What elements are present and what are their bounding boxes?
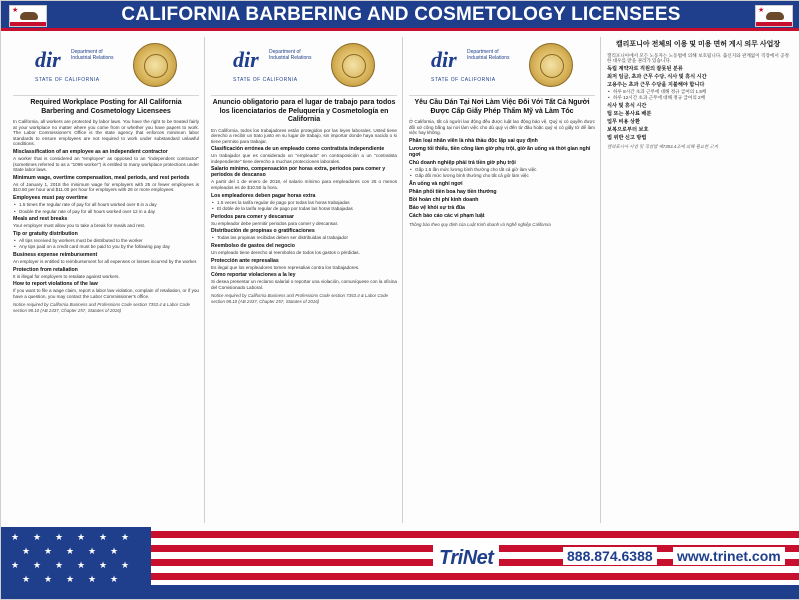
phone-number: 888.874.6388 bbox=[563, 547, 657, 565]
section-title: 식사 및 휴식 시간 bbox=[607, 102, 647, 109]
column-heading: Anuncio obligatorio para el lugar de trabajo para todos los licenciatarios de Peluquería y Cosmetología en California bbox=[212, 99, 396, 123]
column-divider bbox=[600, 37, 601, 523]
section-title: Meals and rest breaks bbox=[13, 216, 68, 223]
dir-mark: dir bbox=[35, 47, 61, 72]
dir-mark: dir bbox=[431, 47, 457, 72]
list-item: • Gấp 1.5 lần mức lương bình thường cho tất cả giờ làm việc bbox=[415, 167, 595, 173]
section-title: How to report violations of the law bbox=[13, 281, 98, 288]
list-item: • Gấp đôi mức lương bình thường cho tất cả giờ làm việc bbox=[415, 173, 595, 179]
california-seal-icon bbox=[133, 43, 177, 87]
section-text: Si desea presentar un reclamo salarial o reportar una violación, comuníquese con la oficina del Comisionado Laboral. bbox=[211, 279, 397, 290]
list-item: • 하루 12시간 초과 근무에 대해 정규 급여의 2배 bbox=[613, 95, 789, 101]
poster-header bbox=[1, 1, 800, 31]
section-title: Phân phối tiền boa hay tiền thưởng bbox=[409, 188, 497, 195]
section-title: Protección ante represalias bbox=[211, 257, 279, 264]
vietnamese-column bbox=[405, 37, 599, 525]
section-text: As of January 1, 2018 the minimum wage for employers with 25 or fewer employees is $10.50 per hour and $11.00 per hour for employers with 26 or more employees. bbox=[13, 181, 199, 193]
section-title: Chủ doanh nghiệp phải trả tiền giờ phụ trội bbox=[409, 159, 516, 166]
legal-note: Thông báo theo quy định của Luật Kinh doanh và Nghề nghiệp California bbox=[409, 221, 551, 227]
section-text: A partir del 1 de enero de 2018, el salario mínimo para empleadores con 25 o menos empleados es de $10.50 la hora. bbox=[211, 179, 397, 191]
column-divider bbox=[402, 37, 403, 523]
section-title: 팁 또는 봉사료 배분 bbox=[607, 110, 652, 117]
intro-paragraph: In California, all workers are protected by labor laws. You have the right to be treated fairly at your workplace no matter where you come from or whether you have papers to work. The Labor Commissioner's Office is the state agency that enforces minimum labor standards to ensure employees are not required to work under substandard unlawful conditions. bbox=[13, 119, 199, 147]
korean-column bbox=[603, 37, 793, 525]
poster-footer bbox=[1, 527, 800, 600]
list-item: • All tips received by workers must be distributed to the worker bbox=[19, 238, 199, 244]
dir-state-label: STATE OF CALIFORNIA bbox=[35, 77, 100, 83]
poster-title: CALIFORNIA BARBERING AND COSMETOLOGY LICENSEES bbox=[121, 4, 681, 25]
legal-note: Notice required by California Business and Professions Code section 7353.4 & Labor Code section 98.10 (AB 2437, Chapter 257, Statutes of 2016) bbox=[13, 302, 190, 313]
column-heading: 캘리포니아 전체의 이용 및 미용 면허 게시 의무 사업장 bbox=[615, 41, 781, 48]
intro-paragraph: En California, todos los trabajadores están protegidos por las leyes laborales. Usted tiene derecho a recibir un trato justo en su lugar de trabajo, sin importar donde haya nacido o si tiene permiso para trabajar. bbox=[211, 127, 397, 144]
section-text: If you want to file a wage claim, report a labor law violation, complain of retaliation, or if you have a question, you may contact the Labor Commissioner's office. bbox=[13, 288, 199, 299]
brand-name: TriNet bbox=[439, 546, 494, 569]
dir-logo bbox=[431, 47, 517, 85]
dir-mark: dir bbox=[233, 47, 259, 72]
list-item: • El doble de la tarifa regular de pago por todas las horas trabajadas bbox=[217, 206, 397, 212]
star-field: ★ ★ ★ ★ ★ ★ ★ ★ ★ ★ ★ ★ ★ ★ ★ ★ ★ ★ ★ ★ ★ ★ bbox=[1, 527, 151, 600]
logo-row bbox=[13, 37, 199, 96]
section-title: Periodos para comer y descansar bbox=[211, 213, 295, 220]
section-title: Reembolso de gastos del negocio bbox=[211, 243, 295, 250]
list-item: • 하루 8시간 초과 근무에 대해 정규 급여의 1.5배 bbox=[613, 89, 789, 95]
intro-paragraph: 캘리포니아에서 모든 노동자는 노동법에 의해 보호됩니다. 출신지와 관계없이 직장에서 공정한 대우를 받을 권리가 있습니다. bbox=[607, 52, 789, 64]
website-link[interactable]: www.trinet.com bbox=[673, 547, 785, 565]
section-text: An employer is entitled to reimbursement for all expenses or losses incurred by the worker. bbox=[13, 258, 198, 264]
section-title: Cómo reportar violaciones a la ley bbox=[211, 272, 296, 279]
section-text: Un trabajador que es considerado un "empleado" en contraposición a un "contratista independiente" tiene derecho a muchas protecciones laborales. bbox=[211, 153, 397, 164]
california-flag-icon: ★ bbox=[755, 5, 793, 27]
section-title: 최저 임금, 초과 근무 수당, 식사 및 휴식 시간 bbox=[607, 73, 707, 80]
footer-bar bbox=[1, 585, 800, 600]
section-title: 업무 비용 상환 bbox=[607, 118, 640, 125]
legal-note: 캘리포니아 사업 및 직업법 제7353.4조에 의해 필요한 고지 bbox=[607, 143, 719, 149]
dir-logo bbox=[35, 47, 121, 85]
section-text: Un empleado tiene derecho al reembolso de todos los gastos o pérdidas. bbox=[211, 250, 360, 256]
section-title: Cách báo cáo các vi phạm luật bbox=[409, 212, 485, 219]
english-column bbox=[9, 37, 203, 525]
intro-paragraph: Ở California, tất cả người lao động đều được luật lao động bảo vệ. Quý vị có quyền được đối xử công bằng tại nơi làm việc cho dù quý vị đến từ đâu hoặc quý vị có giấy tờ để làm việc hay không. bbox=[409, 119, 595, 136]
dir-department-name: Department of Industrial Relations bbox=[467, 49, 510, 61]
dir-state-label: STATE OF CALIFORNIA bbox=[233, 77, 298, 83]
section-text: It is illegal for employers to retaliate against workers. bbox=[13, 273, 120, 279]
section-title: Ăn uống và nghỉ ngơi bbox=[409, 180, 463, 187]
section-text: Your employer must allow you to take a break for meals and rest. bbox=[13, 223, 146, 229]
section-title: Lương tối thiểu, tiền công làm giờ phụ trội, giờ ăn uống và thời gian nghỉ ngơi bbox=[409, 145, 591, 158]
section-title: 법 위반 신고 방법 bbox=[607, 134, 647, 141]
column-heading: Required Workplace Posting for All California Barbering and Cosmetology Licensees bbox=[30, 99, 182, 115]
column-heading: Yêu Cầu Dán Tại Nơi Làm Việc Đối Với Tất Cả Người Được Cấp Giấy Phép Thẩm Mỹ và Làm Tóc bbox=[414, 99, 590, 115]
section-title: Bồi hoàn chi phí kinh doanh bbox=[409, 196, 479, 203]
dir-department-name: Department of Industrial Relations bbox=[71, 49, 114, 61]
trinet-logo bbox=[433, 545, 499, 571]
dir-department-name: Department of Industrial Relations bbox=[269, 49, 312, 61]
list-item: • 1.5 times the regular rate of pay for all hours worked over 8 in a day bbox=[19, 202, 199, 208]
section-title: Salario mínimo, compensación por horas extra, periodos para comer y periodos de descanso bbox=[211, 166, 386, 179]
legal-note: Notice required by California Business and Professions Code section 7353.4 & Labor Code section 98.10 (AB 2437, Chapter 257, Statutes of 2016) bbox=[211, 293, 388, 304]
section-title: Los empleadores deben pagar horas extra bbox=[211, 192, 316, 199]
california-seal-icon bbox=[331, 43, 375, 87]
section-text: Es ilegal que los empleadores tomen represalias contra los trabajadores. bbox=[211, 264, 360, 270]
california-seal-icon bbox=[529, 43, 573, 87]
list-item: • Todas las propinas recibidas deben ser distribuidas al trabajador bbox=[217, 235, 397, 241]
list-item: • 1.5 veces la tarifa regular de pago por todas las horas trabajadas bbox=[217, 200, 397, 206]
dir-state-label: STATE OF CALIFORNIA bbox=[431, 77, 496, 83]
section-title: Phân loại nhân viên là nhà thầu độc lập sai quy định bbox=[409, 137, 538, 144]
section-title: 독립 계약자로 직원의 잘못된 분류 bbox=[607, 65, 683, 72]
dir-logo bbox=[233, 47, 319, 85]
section-title: Protection from retaliation bbox=[13, 266, 78, 273]
section-title: Distribución de propinas o gratificaciones bbox=[211, 228, 315, 235]
section-title: Minimum wage, overtime compensation, meal periods, and rest periods bbox=[13, 174, 190, 181]
section-title: Employees must pay overtime bbox=[13, 194, 88, 201]
list-item: • Double the regular rate of pay for all hours worked over 12 in a day bbox=[19, 209, 199, 215]
list-item: • Any tips paid on a credit card must be paid to you by the following pay day bbox=[19, 244, 199, 250]
section-title: 보복으로부터 보호 bbox=[607, 126, 649, 133]
spanish-column bbox=[207, 37, 401, 525]
california-flag-icon: ★ bbox=[9, 5, 47, 27]
section-title: Clasificación errónea de un empleado como contratista independiente bbox=[211, 146, 385, 153]
section-title: Bảo vệ khỏi sự trả đũa bbox=[409, 204, 465, 211]
column-divider bbox=[204, 37, 205, 523]
section-title: 고용주는 초과 근무 수당을 지불해야 합니다 bbox=[607, 81, 705, 88]
section-text: A worker that is considered an "employee" as opposed to an "independent contractor" (sometimes referred to as a "1099 worker") is entitled to many workplace protections under State labor laws. bbox=[13, 155, 199, 173]
logo-row bbox=[409, 37, 595, 96]
section-title: Misclassification of an employee as an independent contractor bbox=[13, 148, 168, 155]
logo-row bbox=[211, 37, 397, 96]
section-text: Su empleador debe permitir periodos para comer y descansar. bbox=[211, 220, 339, 226]
section-title: Business expense reimbursement bbox=[13, 251, 98, 258]
section-title: Tip or gratuity distribution bbox=[13, 230, 78, 237]
